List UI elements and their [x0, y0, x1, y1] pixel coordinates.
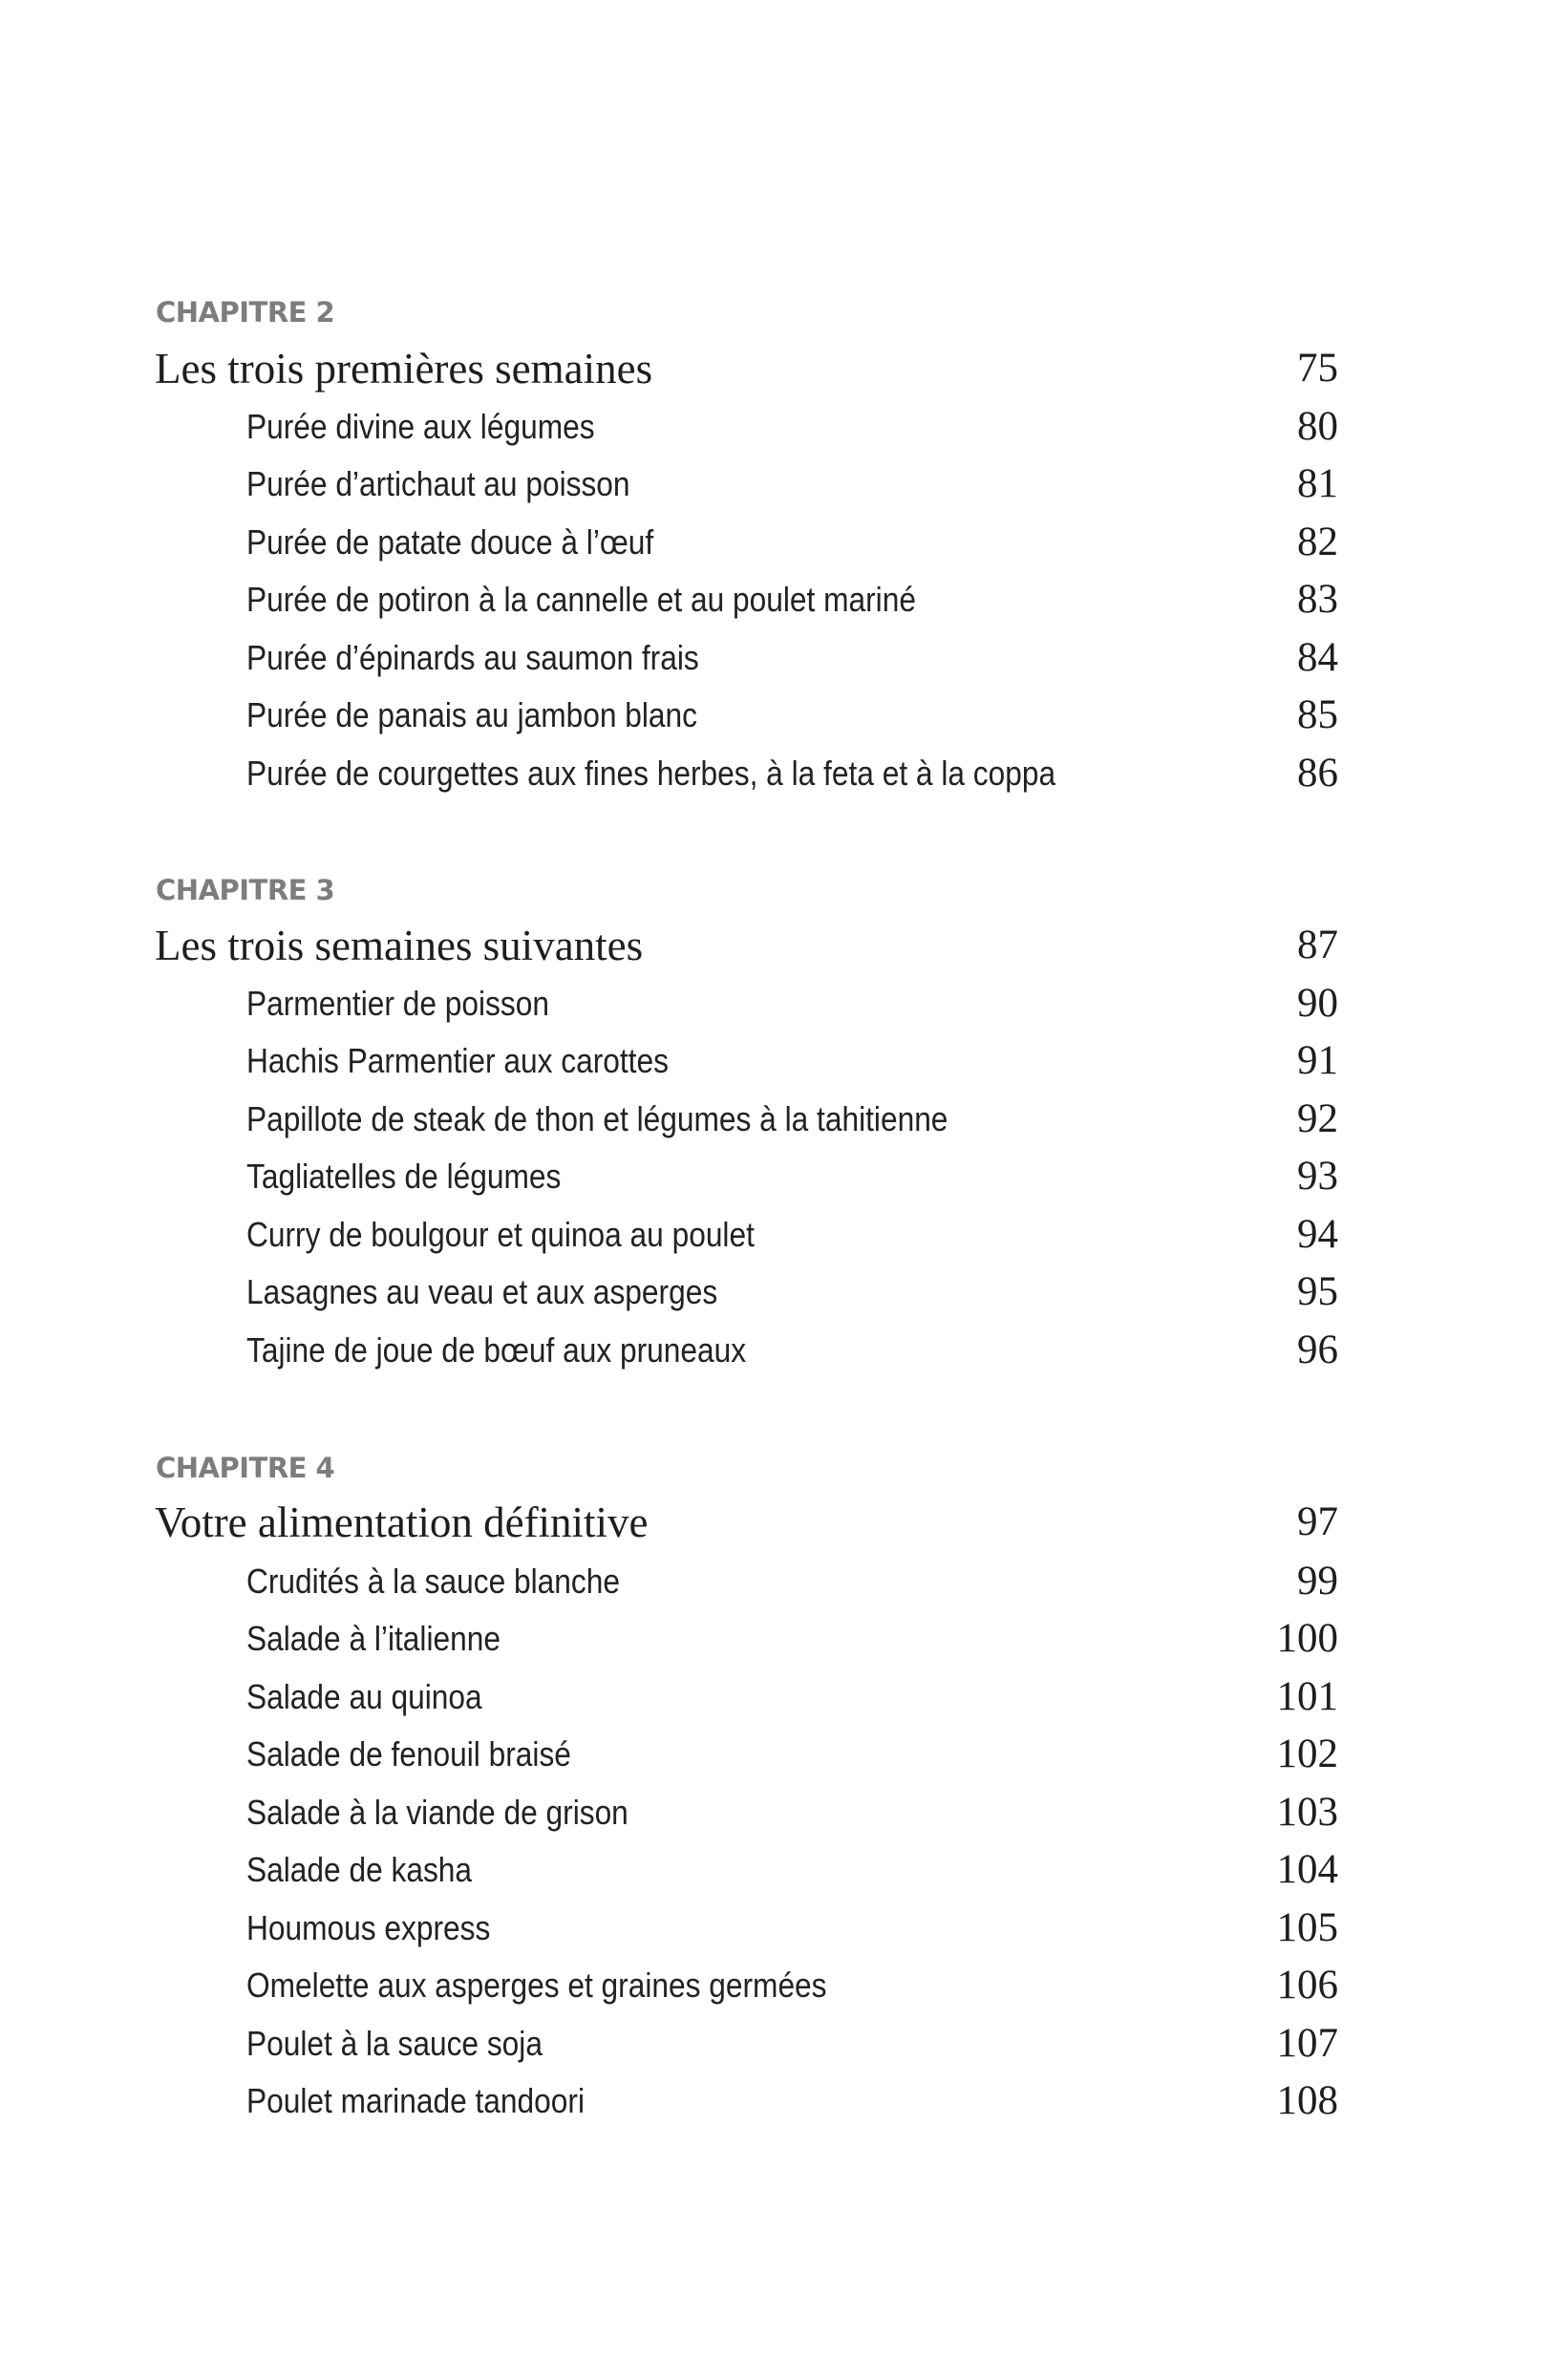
- chapter-title[interactable]: Les trois premières semaines: [155, 345, 653, 393]
- toc-entry[interactable]: Salade de fenouil braisé: [246, 1734, 571, 1774]
- toc-page: 94: [1297, 1212, 1338, 1257]
- toc-entry[interactable]: Poulet à la sauce soja: [246, 2024, 543, 2063]
- toc-page: 90: [1297, 981, 1338, 1026]
- toc-page: 95: [1297, 1269, 1338, 1314]
- toc-entry[interactable]: Purée de patate douce à l’œuf: [246, 522, 654, 562]
- toc-entry[interactable]: Omelette aux asperges et graines germées: [246, 1966, 827, 2005]
- toc-entry[interactable]: Salade au quinoa: [246, 1677, 482, 1716]
- toc-page: 80: [1297, 404, 1338, 449]
- chapter-label: CHAPITRE 2: [156, 296, 335, 329]
- toc-entry[interactable]: Tagliatelles de légumes: [246, 1157, 562, 1196]
- toc-entry[interactable]: Salade à l’italienne: [246, 1619, 501, 1658]
- toc-page: 81: [1297, 461, 1338, 506]
- toc-page: 106: [1276, 1963, 1338, 2008]
- chapter-label: CHAPITRE 3: [156, 874, 335, 906]
- toc-page: 91: [1297, 1038, 1338, 1083]
- chapter-title[interactable]: Les trois semaines suivantes: [155, 922, 644, 969]
- toc-page: 83: [1297, 577, 1338, 622]
- toc-entry[interactable]: Papillote de steak de thon et légumes à la tahitienne: [246, 1099, 948, 1138]
- toc-page: 103: [1276, 1790, 1338, 1835]
- chapter-page: 97: [1297, 1499, 1338, 1544]
- toc-page: 85: [1297, 692, 1338, 737]
- toc-page: 107: [1276, 2021, 1338, 2066]
- toc-entry[interactable]: Purée d’épinards au saumon frais: [246, 638, 699, 677]
- chapter-title[interactable]: Votre alimentation définitive: [155, 1498, 649, 1546]
- toc-entry[interactable]: Tajine de joue de bœuf aux pruneaux: [246, 1330, 747, 1370]
- toc-entry[interactable]: Hachis Parmentier aux carottes: [246, 1041, 669, 1080]
- toc-page: 93: [1297, 1154, 1338, 1199]
- toc-page: 101: [1276, 1674, 1338, 1719]
- toc-page: 99: [1297, 1559, 1338, 1604]
- toc-entry[interactable]: Salade de kasha: [246, 1850, 473, 1889]
- toc-entry[interactable]: Salade à la viande de grison: [246, 1793, 628, 1832]
- toc-entry[interactable]: Purée d’artichaut au poisson: [246, 464, 630, 503]
- toc-page: 105: [1276, 1905, 1338, 1950]
- toc-entry[interactable]: Purée de courgettes aux fines herbes, à la feta et à la coppa: [246, 754, 1056, 793]
- toc-page: 86: [1297, 751, 1338, 796]
- toc-page: 96: [1297, 1328, 1338, 1372]
- chapter-page: 75: [1297, 346, 1338, 391]
- chapter-label: CHAPITRE 4: [156, 1452, 335, 1484]
- chapter-page: 87: [1297, 923, 1338, 967]
- toc-page: 108: [1276, 2078, 1338, 2123]
- toc-entry[interactable]: Poulet marinade tandoori: [246, 2081, 585, 2120]
- toc-page: 102: [1276, 1732, 1338, 1776]
- toc-entry[interactable]: Purée de panais au jambon blanc: [246, 695, 698, 734]
- toc-entry[interactable]: Purée de potiron à la cannelle et au poulet mariné: [246, 580, 916, 619]
- toc-page: 104: [1276, 1847, 1338, 1892]
- toc-page: 82: [1297, 520, 1338, 564]
- toc-entry[interactable]: Houmous express: [246, 1908, 491, 1947]
- toc-entry[interactable]: Crudités à la sauce blanche: [246, 1562, 620, 1601]
- toc-entry[interactable]: Curry de boulgour et quinoa au poulet: [246, 1215, 755, 1254]
- toc-page: 84: [1297, 635, 1338, 680]
- toc-page: 92: [1297, 1096, 1338, 1141]
- toc-entry[interactable]: Parmentier de poisson: [246, 984, 549, 1023]
- toc-page: 100: [1276, 1616, 1338, 1661]
- toc-entry[interactable]: Lasagnes au veau et aux asperges: [246, 1272, 718, 1311]
- toc-entry[interactable]: Purée divine aux légumes: [246, 407, 595, 446]
